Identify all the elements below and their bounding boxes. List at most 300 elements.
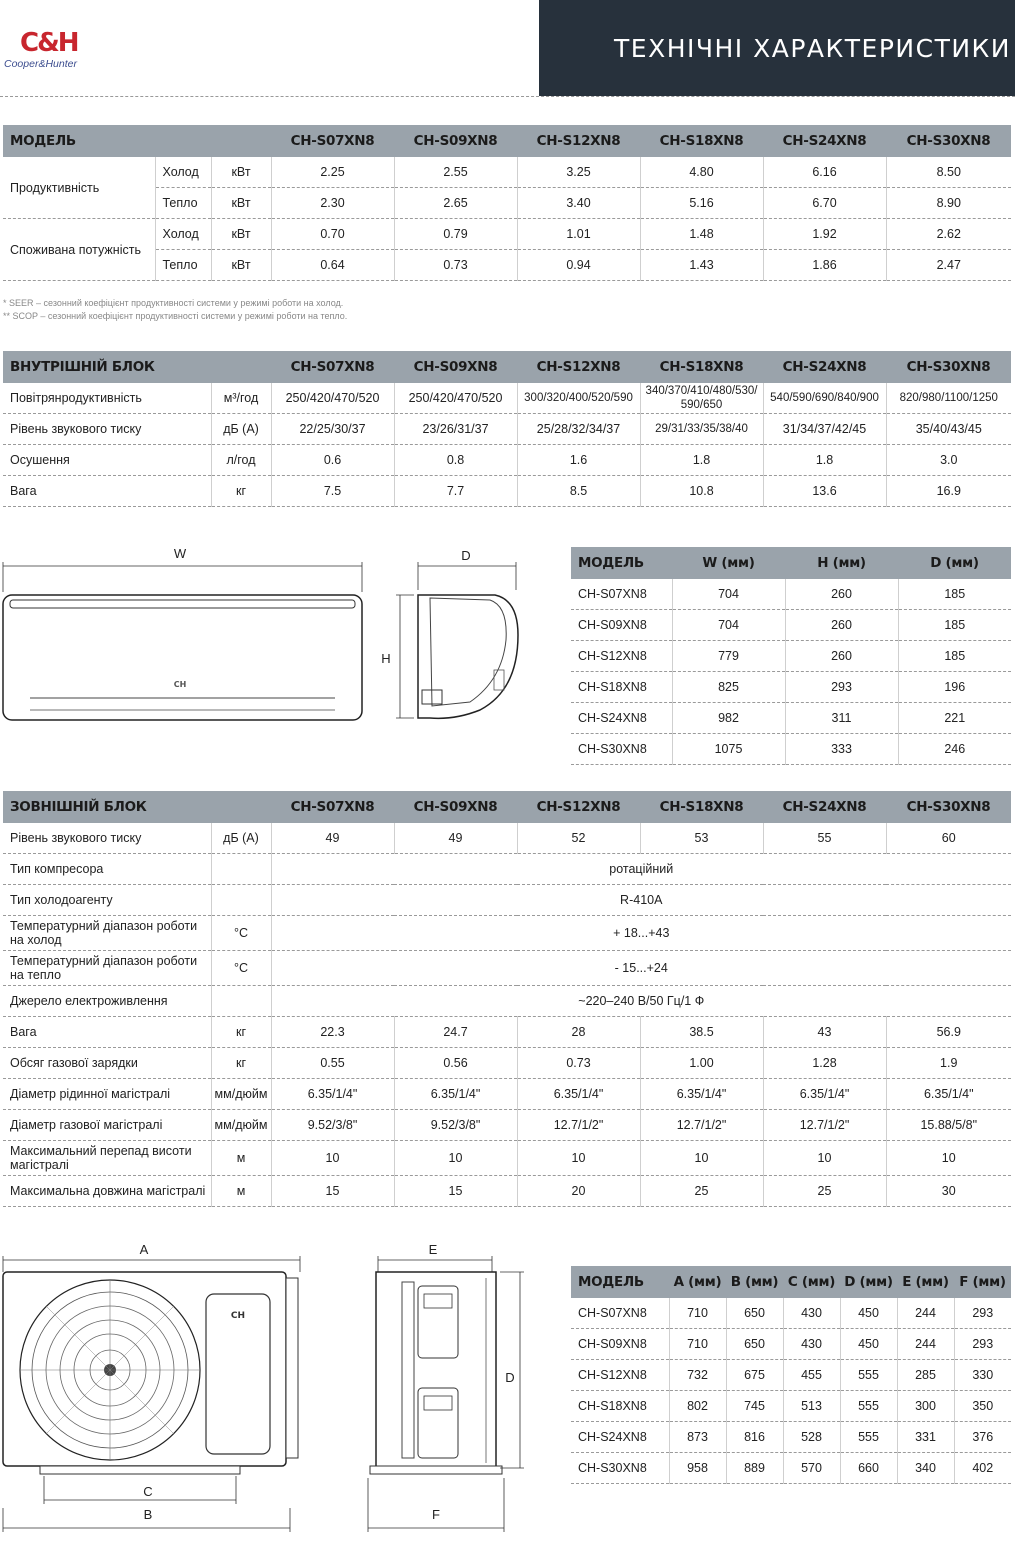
- value-cell: 25: [763, 1176, 886, 1207]
- table-row: [3, 383, 1011, 414]
- dim-value-cell: 246: [898, 734, 1011, 765]
- value-cell: 1.86: [763, 250, 886, 281]
- row-label: Максимальна довжина магістралі: [3, 1176, 211, 1207]
- value-cell: 2.62: [886, 219, 1011, 250]
- value-cell: 1.28: [763, 1048, 886, 1079]
- table-row: [571, 1298, 1011, 1329]
- table-header-row: [3, 791, 1011, 823]
- dim-value-cell: 704: [672, 579, 785, 610]
- dim-value-cell: 555: [840, 1422, 897, 1453]
- table-header-row: [571, 1266, 1011, 1298]
- dim-header-cell: H (мм): [785, 547, 898, 579]
- value-cell: 15: [394, 1176, 517, 1207]
- mode-label: Холод: [155, 157, 211, 188]
- dim-value-cell: 958: [669, 1453, 726, 1484]
- value-cell: 60: [886, 823, 1011, 854]
- table-header-row: [571, 547, 1011, 579]
- value-cell: 10.8: [640, 476, 763, 507]
- table-row: [571, 641, 1011, 672]
- table-row: [571, 610, 1011, 641]
- value-cell: 10: [886, 1141, 1011, 1176]
- value-cell: 2.55: [394, 157, 517, 188]
- value-cell: 35/40/43/45: [886, 414, 1011, 445]
- unit-cell: дБ (А): [211, 414, 271, 445]
- row-label: Тип холодоагенту: [3, 885, 211, 916]
- dim-label-d: D: [461, 548, 471, 563]
- value-cell-span: R-410A: [271, 885, 1011, 916]
- model-cell: CH-S09XN8: [571, 1329, 669, 1360]
- dim-value-cell: 528: [783, 1422, 840, 1453]
- value-cell: 1.8: [763, 445, 886, 476]
- model-col-2: CH-S09XN8: [394, 125, 517, 157]
- value-cell: 8.50: [886, 157, 1011, 188]
- outdoor-panel-logo: CH: [230, 1311, 246, 1321]
- unit-cell: [211, 986, 271, 1017]
- dim-value-cell: 450: [840, 1329, 897, 1360]
- value-cell: 49: [394, 823, 517, 854]
- value-cell: 6.16: [763, 157, 886, 188]
- dim-value-cell: 293: [785, 672, 898, 703]
- row-label: Температурний діапазон роботи на холод: [3, 916, 211, 951]
- indoor-header: ВНУТРІШНІЙ БЛОК: [3, 351, 271, 383]
- outdoor-spec-table: [3, 791, 1011, 1207]
- row-label: Рівень звукового тиску: [3, 823, 211, 854]
- dim-value-cell: 650: [726, 1329, 783, 1360]
- model-col-6: CH-S30XN8: [886, 791, 1011, 823]
- value-cell-span: ~220–240 В/50 Гц/1 Ф: [271, 986, 1011, 1017]
- table-row: [571, 1391, 1011, 1422]
- value-cell: 1.00: [640, 1048, 763, 1079]
- footnote-seer: * SEER – сезонний коефіцієнт продуктивності системи у режимі роботи на холод.: [3, 298, 344, 308]
- value-cell: 0.55: [271, 1048, 394, 1079]
- value-cell: 8.5: [517, 476, 640, 507]
- dim-value-cell: 873: [669, 1422, 726, 1453]
- dim-header-cell: МОДЕЛЬ: [571, 547, 672, 579]
- value-cell: 10: [763, 1141, 886, 1176]
- value-cell: 0.94: [517, 250, 640, 281]
- value-cell: 10: [271, 1141, 394, 1176]
- value-cell: 0.73: [517, 1048, 640, 1079]
- dim-value-cell: 455: [783, 1360, 840, 1391]
- unit-cell: кг: [211, 476, 271, 507]
- value-cell: 2.65: [394, 188, 517, 219]
- value-cell: 7.7: [394, 476, 517, 507]
- value-cell: 1.92: [763, 219, 886, 250]
- page-title: ТЕХНІЧНІ ХАРАКТЕРИСТИКИ: [614, 34, 1011, 63]
- table-header-row: [3, 125, 1011, 157]
- model-col-1: CH-S07XN8: [271, 791, 394, 823]
- unit-cell: дБ (А): [211, 823, 271, 854]
- unit-cell: кг: [211, 1048, 271, 1079]
- dim-value-cell: 450: [840, 1298, 897, 1329]
- dim-label-e: E: [428, 1242, 438, 1257]
- row-label: Діаметр рідинної магістралі: [3, 1079, 211, 1110]
- dim-value-cell: 1075: [672, 734, 785, 765]
- value-cell: 9.52/3/8": [394, 1110, 517, 1141]
- model-col-6: CH-S30XN8: [886, 125, 1011, 157]
- dim-value-cell: 889: [726, 1453, 783, 1484]
- row-label: Температурний діапазон роботи на тепло: [3, 951, 211, 986]
- model-col-5: CH-S24XN8: [763, 351, 886, 383]
- dim-value-cell: 221: [898, 703, 1011, 734]
- value-cell: 29/31/33/35/38/40: [640, 414, 763, 445]
- outdoor-unit-drawing: [0, 1238, 540, 1538]
- value-cell: 6.70: [763, 188, 886, 219]
- dim-value-cell: 650: [726, 1298, 783, 1329]
- brand-logo: [4, 28, 104, 74]
- model-cell: CH-S24XN8: [571, 1422, 669, 1453]
- model-cell: CH-S12XN8: [571, 641, 672, 672]
- dim-header-cell: E (мм): [897, 1266, 954, 1298]
- dim-label-w: W: [173, 546, 187, 561]
- dim-label-h: H: [381, 651, 391, 666]
- dim-value-cell: 710: [669, 1329, 726, 1360]
- value-cell: 1.01: [517, 219, 640, 250]
- dim-value-cell: 244: [897, 1329, 954, 1360]
- model-col-2: CH-S09XN8: [394, 351, 517, 383]
- table-row: [3, 414, 1011, 445]
- value-cell: 3.25: [517, 157, 640, 188]
- dim-value-cell: 185: [898, 641, 1011, 672]
- dim-value-cell: 196: [898, 672, 1011, 703]
- dim-header-cell: A (мм): [669, 1266, 726, 1298]
- dim-value-cell: 745: [726, 1391, 783, 1422]
- value-cell: 6.35/1/4": [640, 1079, 763, 1110]
- unit-cell: кВт: [211, 188, 271, 219]
- value-cell: 52: [517, 823, 640, 854]
- value-cell: 250/420/470/520: [271, 383, 394, 414]
- dim-value-cell: 330: [954, 1360, 1011, 1391]
- model-cell: CH-S30XN8: [571, 1453, 669, 1484]
- row-label: Тип компресора: [3, 854, 211, 885]
- model-col-2: CH-S09XN8: [394, 791, 517, 823]
- table-row: [3, 1110, 1011, 1141]
- value-cell: 1.43: [640, 250, 763, 281]
- table-row: [571, 734, 1011, 765]
- dim-value-cell: 732: [669, 1360, 726, 1391]
- table-header-row: [3, 351, 1011, 383]
- value-cell: 1.9: [886, 1048, 1011, 1079]
- row-label: Споживана потужність: [3, 219, 155, 281]
- unit-cell: кВт: [211, 250, 271, 281]
- table-row: [571, 579, 1011, 610]
- value-cell-span: + 18...+43: [271, 916, 1011, 951]
- table-row: [3, 1017, 1011, 1048]
- unit-cell: м³/год: [211, 383, 271, 414]
- dim-value-cell: 402: [954, 1453, 1011, 1484]
- dim-label-c: C: [143, 1484, 153, 1499]
- model-col-5: CH-S24XN8: [763, 791, 886, 823]
- row-label: Рівень звукового тиску: [3, 414, 211, 445]
- value-cell: 20: [517, 1176, 640, 1207]
- value-cell: 24.7: [394, 1017, 517, 1048]
- dim-label-a: A: [139, 1242, 149, 1257]
- value-cell: 31/34/37/42/45: [763, 414, 886, 445]
- dim-value-cell: 311: [785, 703, 898, 734]
- model-col-5: CH-S24XN8: [763, 125, 886, 157]
- table-row: [571, 703, 1011, 734]
- dim-value-cell: 293: [954, 1298, 1011, 1329]
- mode-label: Холод: [155, 219, 211, 250]
- dim-value-cell: 513: [783, 1391, 840, 1422]
- logo-subtitle: Cooper&Hunter: [4, 58, 77, 70]
- value-cell: 820/980/1100/1250: [886, 383, 1011, 414]
- value-cell: 1.6: [517, 445, 640, 476]
- dim-value-cell: 816: [726, 1422, 783, 1453]
- row-label: Максимальний перепад висоти магістралі: [3, 1141, 211, 1176]
- model-cell: CH-S30XN8: [571, 734, 672, 765]
- value-cell: 53: [640, 823, 763, 854]
- indoor-front-body: [3, 595, 362, 720]
- value-cell: 10: [394, 1141, 517, 1176]
- value-cell: 16.9: [886, 476, 1011, 507]
- value-cell: 56.9: [886, 1017, 1011, 1048]
- value-cell: 12.7/1/2": [763, 1110, 886, 1141]
- value-cell: 10: [640, 1141, 763, 1176]
- value-cell: 300/320/400/520/590: [517, 383, 640, 414]
- footnote-scop: ** SCOP – сезонний коефіцієнт продуктивності системи у режимі роботи на тепло.: [3, 311, 348, 321]
- mode-label: Тепло: [155, 250, 211, 281]
- value-cell: 7.5: [271, 476, 394, 507]
- dim-value-cell: 300: [897, 1391, 954, 1422]
- value-cell: 6.35/1/4": [271, 1079, 394, 1110]
- value-cell: 2.30: [271, 188, 394, 219]
- header-divider: [0, 96, 1015, 97]
- dim-value-cell: 570: [783, 1453, 840, 1484]
- value-cell: 9.52/3/8": [271, 1110, 394, 1141]
- unit-cell: л/год: [211, 445, 271, 476]
- value-cell: 10: [517, 1141, 640, 1176]
- dim-value-cell: 430: [783, 1329, 840, 1360]
- unit-cell: кг: [211, 1017, 271, 1048]
- table-row: [3, 823, 1011, 854]
- table-row: [3, 157, 1011, 188]
- row-label: Діаметр газової магістралі: [3, 1110, 211, 1141]
- table-row: [3, 219, 1011, 250]
- value-cell: 250/420/470/520: [394, 383, 517, 414]
- value-cell: 6.35/1/4": [394, 1079, 517, 1110]
- dim-value-cell: 185: [898, 579, 1011, 610]
- model-cell: CH-S09XN8: [571, 610, 672, 641]
- model-cell: CH-S18XN8: [571, 1391, 669, 1422]
- value-cell: 1.48: [640, 219, 763, 250]
- dim-value-cell: 333: [785, 734, 898, 765]
- row-label: Джерело електроживлення: [3, 986, 211, 1017]
- dim-value-cell: 340: [897, 1453, 954, 1484]
- table-row: [3, 1048, 1011, 1079]
- model-col-6: CH-S30XN8: [886, 351, 1011, 383]
- outdoor-side-body: [376, 1272, 496, 1468]
- unit-cell: °С: [211, 951, 271, 986]
- unit-cell: м: [211, 1176, 271, 1207]
- dim-value-cell: 331: [897, 1422, 954, 1453]
- indoor-unit-drawing: [0, 540, 540, 730]
- row-label: Продуктивність: [3, 157, 155, 219]
- value-cell: 6.35/1/4": [886, 1079, 1011, 1110]
- dim-header-cell: B (мм): [726, 1266, 783, 1298]
- dim-label-b: B: [143, 1507, 153, 1522]
- dim-value-cell: 260: [785, 610, 898, 641]
- dim-header-cell: МОДЕЛЬ: [571, 1266, 669, 1298]
- table-row: [3, 1079, 1011, 1110]
- value-cell: 28: [517, 1017, 640, 1048]
- model-header: МОДЕЛЬ: [3, 125, 271, 157]
- value-cell: 12.7/1/2": [640, 1110, 763, 1141]
- dim-value-cell: 185: [898, 610, 1011, 641]
- value-cell: 1.8: [640, 445, 763, 476]
- model-cell: CH-S07XN8: [571, 1298, 669, 1329]
- table-row: [3, 854, 1011, 885]
- unit-cell: [211, 854, 271, 885]
- dim-value-cell: 555: [840, 1360, 897, 1391]
- model-col-3: CH-S12XN8: [517, 351, 640, 383]
- value-cell: 0.73: [394, 250, 517, 281]
- value-cell: 5.16: [640, 188, 763, 219]
- unit-cell: мм/дюйм: [211, 1079, 271, 1110]
- table-row: [571, 1360, 1011, 1391]
- value-cell: 23/26/31/37: [394, 414, 517, 445]
- dim-label-f: F: [432, 1507, 440, 1522]
- outdoor-header: ЗОВНІШНІЙ БЛОК: [3, 791, 271, 823]
- table-row: [3, 250, 1011, 281]
- value-cell: 49: [271, 823, 394, 854]
- dim-value-cell: 802: [669, 1391, 726, 1422]
- value-cell: 0.79: [394, 219, 517, 250]
- model-col-4: CH-S18XN8: [640, 791, 763, 823]
- indoor-spec-table: [3, 351, 1011, 507]
- indoor-dimensions-table: [571, 547, 1011, 765]
- value-cell: 15.88/5/8": [886, 1110, 1011, 1141]
- table-row: [3, 445, 1011, 476]
- value-cell: 4.80: [640, 157, 763, 188]
- dim-value-cell: 982: [672, 703, 785, 734]
- value-cell: 22/25/30/37: [271, 414, 394, 445]
- row-label: Вага: [3, 476, 211, 507]
- dim-value-cell: 779: [672, 641, 785, 672]
- value-cell-span: - 15...+24: [271, 951, 1011, 986]
- model-cell: CH-S18XN8: [571, 672, 672, 703]
- dim-value-cell: 293: [954, 1329, 1011, 1360]
- model-col-4: CH-S18XN8: [640, 351, 763, 383]
- dim-value-cell: 376: [954, 1422, 1011, 1453]
- value-cell: 3.40: [517, 188, 640, 219]
- value-cell: 13.6: [763, 476, 886, 507]
- value-cell: 2.47: [886, 250, 1011, 281]
- value-cell: 38.5: [640, 1017, 763, 1048]
- model-col-1: CH-S07XN8: [271, 125, 394, 157]
- dim-header-cell: D (мм): [898, 547, 1011, 579]
- value-cell: 3.0: [886, 445, 1011, 476]
- dim-value-cell: 260: [785, 579, 898, 610]
- value-cell: 6.35/1/4": [763, 1079, 886, 1110]
- unit-cell: кВт: [211, 157, 271, 188]
- dim-value-cell: 350: [954, 1391, 1011, 1422]
- mode-label: Тепло: [155, 188, 211, 219]
- title-banner: [539, 0, 1015, 96]
- model-cell: CH-S12XN8: [571, 1360, 669, 1391]
- value-cell: 55: [763, 823, 886, 854]
- table-row: [3, 916, 1011, 951]
- model-col-1: CH-S07XN8: [271, 351, 394, 383]
- unit-cell: мм/дюйм: [211, 1110, 271, 1141]
- dim-value-cell: 660: [840, 1453, 897, 1484]
- table-row: [3, 188, 1011, 219]
- value-cell: 8.90: [886, 188, 1011, 219]
- model-cell: CH-S07XN8: [571, 579, 672, 610]
- table-row: [3, 986, 1011, 1017]
- value-cell: 0.8: [394, 445, 517, 476]
- value-cell: 15: [271, 1176, 394, 1207]
- table-row: [3, 476, 1011, 507]
- value-cell: 0.56: [394, 1048, 517, 1079]
- dim-value-cell: 675: [726, 1360, 783, 1391]
- dim-value-cell: 710: [669, 1298, 726, 1329]
- value-cell: 25: [640, 1176, 763, 1207]
- value-cell: 0.70: [271, 219, 394, 250]
- table-row: [3, 1141, 1011, 1176]
- value-cell: 30: [886, 1176, 1011, 1207]
- table-row: [571, 1453, 1011, 1484]
- table-row: [3, 885, 1011, 916]
- dim-header-cell: C (мм): [783, 1266, 840, 1298]
- table-row: [3, 951, 1011, 986]
- indoor-front-logo: CH: [173, 680, 187, 689]
- dim-header-cell: W (мм): [672, 547, 785, 579]
- unit-cell: °С: [211, 916, 271, 951]
- model-col-3: CH-S12XN8: [517, 791, 640, 823]
- dim-value-cell: 285: [897, 1360, 954, 1391]
- value-cell: 6.35/1/4": [517, 1079, 640, 1110]
- dim-value-cell: 555: [840, 1391, 897, 1422]
- dim-label-d: D: [505, 1370, 515, 1385]
- dim-header-cell: D (мм): [840, 1266, 897, 1298]
- row-label: Обсяг газової зарядки: [3, 1048, 211, 1079]
- value-cell: 340/370/410/480/530/ 590/650: [640, 383, 763, 414]
- value-cell: 540/590/690/840/900: [763, 383, 886, 414]
- model-cell: CH-S24XN8: [571, 703, 672, 734]
- unit-cell: [211, 885, 271, 916]
- model-col-4: CH-S18XN8: [640, 125, 763, 157]
- unit-cell: кВт: [211, 219, 271, 250]
- table-row: [571, 672, 1011, 703]
- table-row: [571, 1329, 1011, 1360]
- value-cell: 2.25: [271, 157, 394, 188]
- row-label: Повітрянродуктивність: [3, 383, 211, 414]
- logo-mark: C&H: [20, 28, 78, 58]
- general-spec-table: [3, 125, 1011, 281]
- value-cell: 22.3: [271, 1017, 394, 1048]
- dim-value-cell: 244: [897, 1298, 954, 1329]
- row-label: Вага: [3, 1017, 211, 1048]
- dim-value-cell: 704: [672, 610, 785, 641]
- unit-cell: м: [211, 1141, 271, 1176]
- dim-value-cell: 430: [783, 1298, 840, 1329]
- table-row: [571, 1422, 1011, 1453]
- value-cell: 12.7/1/2": [517, 1110, 640, 1141]
- dim-value-cell: 260: [785, 641, 898, 672]
- outdoor-dimensions-table: [571, 1266, 1011, 1484]
- value-cell: 0.64: [271, 250, 394, 281]
- row-label: Осушення: [3, 445, 211, 476]
- model-col-3: CH-S12XN8: [517, 125, 640, 157]
- value-cell: 43: [763, 1017, 886, 1048]
- footnotes: [3, 297, 347, 323]
- table-row: [3, 1176, 1011, 1207]
- value-cell: 25/28/32/34/37: [517, 414, 640, 445]
- dim-value-cell: 825: [672, 672, 785, 703]
- value-cell: 0.6: [271, 445, 394, 476]
- value-cell-span: ротаційний: [271, 854, 1011, 885]
